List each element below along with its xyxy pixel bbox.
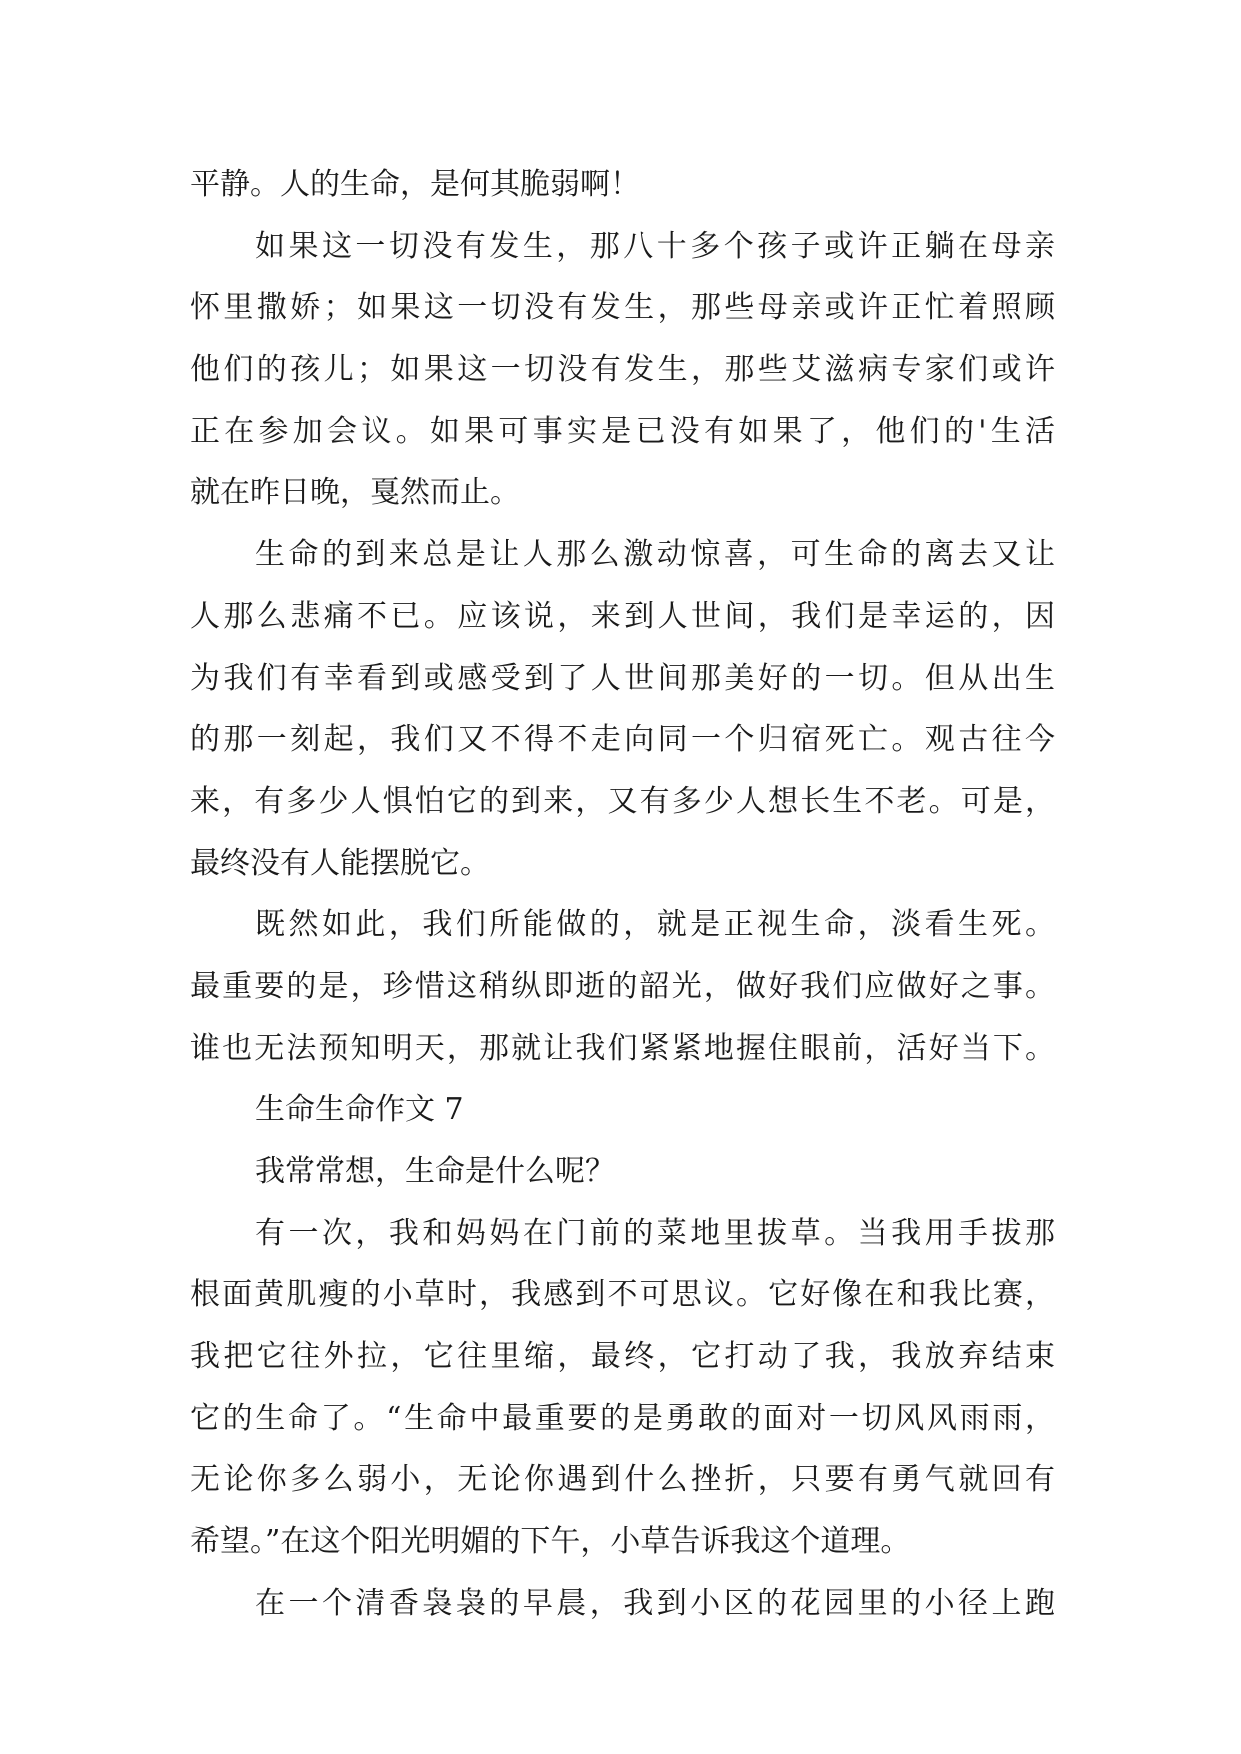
text-line: 平静。人的生命，是何其脆弱啊！ bbox=[190, 167, 640, 202]
text-line: 生命的到来总是让人那么激动惊喜，可生命的离去又让 bbox=[255, 537, 1055, 573]
text-line: 在一个清香袅袅的早晨，我到小区的花园里的小径上跑 bbox=[255, 1585, 1055, 1621]
text-line: 既然如此，我们所能做的，就是正视生命，淡看生死。 bbox=[255, 907, 1055, 943]
text-line: 谁也无法预知明天，那就让我们紧紧地握住眼前，活好当下。 bbox=[190, 1030, 1055, 1066]
text-line: 正在参加会议。如果可事实是已没有如果了，他们的'生活 bbox=[190, 413, 1055, 449]
text-line: 有一次，我和妈妈在门前的菜地里拔草。当我用手拔那 bbox=[255, 1215, 1055, 1251]
text-line: 最终没有人能摆脱它。 bbox=[190, 845, 490, 881]
text-line: 怀里撒娇；如果这一切没有发生，那些母亲或许正忙着照顾 bbox=[190, 290, 1055, 326]
text-line: 人那么悲痛不已。应该说，来到人世间，我们是幸运的，因 bbox=[190, 598, 1055, 634]
text-line: 的那一刻起，我们又不得不走向同一个归宿死亡。观古往今 bbox=[190, 722, 1055, 758]
text-line: 最重要的是，珍惜这稍纵即逝的韶光，做好我们应做好之事。 bbox=[190, 968, 1055, 1004]
text-line: 为我们有幸看到或感受到了人世间那美好的一切。但从出生 bbox=[190, 660, 1055, 696]
section-heading: 生命生命作文 7 bbox=[255, 1092, 464, 1128]
text-line: 根面黄肌瘦的小草时，我感到不可思议。它好像在和我比赛， bbox=[190, 1277, 1055, 1313]
text-line: 来，有多少人惧怕它的到来，又有多少人想长生不老。可是， bbox=[190, 783, 1055, 819]
text-line: 他们的孩儿；如果这一切没有发生，那些艾滋病专家们或许 bbox=[190, 352, 1055, 388]
text-line: 我常常想，生命是什么呢？ bbox=[255, 1154, 615, 1189]
body-text bbox=[190, 154, 1055, 1635]
text-line: 就在昨日晚，戛然而止。 bbox=[190, 475, 520, 511]
text-line: 我把它往外拉，它往里缩，最终，它打动了我，我放弃结束 bbox=[190, 1339, 1055, 1375]
text-line: 如果这一切没有发生，那八十多个孩子或许正躺在母亲 bbox=[255, 228, 1055, 264]
text-line: 无论你多么弱小，无论你遇到什么挫折，只要有勇气就回有 bbox=[190, 1462, 1055, 1498]
text-line: 希望。”在这个阳光明媚的下午，小草告诉我这个道理。 bbox=[190, 1524, 911, 1560]
text-line: 它的生命了。“生命中最重要的是勇敢的面对一切风风雨雨， bbox=[190, 1400, 1055, 1436]
